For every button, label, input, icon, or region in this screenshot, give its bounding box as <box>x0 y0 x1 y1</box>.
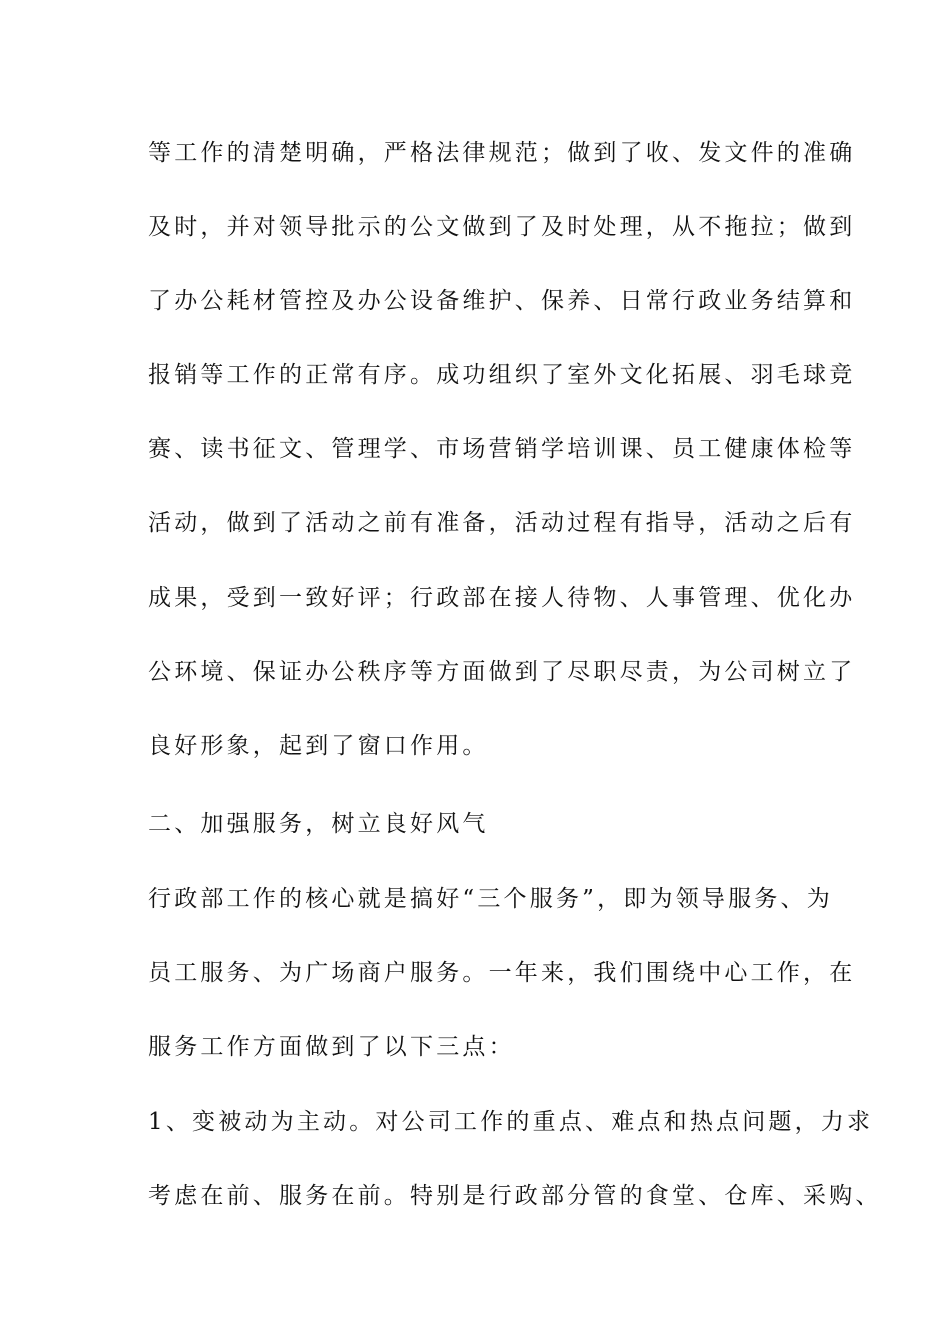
body-text-line: 赛、读书征文、管理学、市场营销学培训课、员工健康体检等 <box>148 436 856 462</box>
body-text-line: 成果，受到一致好评；行政部在接人待物、人事管理、优化办 <box>148 585 856 611</box>
body-text-line: 了办公耗材管控及办公设备维护、保养、日常行政业务结算和 <box>148 288 856 314</box>
body-text-line: 员工服务、为广场商户服务。一年来，我们围绕中心工作，在 <box>148 960 856 986</box>
body-text-line: 良好形象，起到了窗口作用。 <box>148 733 489 759</box>
body-text-line: 活动，做到了活动之前有准备，活动过程有指导，活动之后有 <box>148 510 856 536</box>
section-heading: 二、加强服务，树立良好风气 <box>148 811 489 837</box>
body-text-line: 考虑在前、服务在前。特别是行政部分管的食堂、仓库、采购、 <box>148 1183 882 1209</box>
body-text-line: 行政部工作的核心就是搞好“三个服务”，即为领导服务、为 <box>148 886 833 912</box>
body-text-line: 公环境、保证办公秩序等方面做到了尽职尽责，为公司树立了 <box>148 659 856 685</box>
body-text-line: 等工作的清楚明确，严格法律规范；做到了收、发文件的准确 <box>148 140 856 166</box>
body-text-line: 报销等工作的正常有序。成功组织了室外文化拓展、羽毛球竞 <box>148 362 856 388</box>
body-text-line: 服务工作方面做到了以下三点： <box>148 1034 515 1060</box>
body-text-line: 1、变被动为主动。对公司工作的重点、难点和热点问题，力求 <box>148 1109 874 1135</box>
body-text-line: 及时，并对领导批示的公文做到了及时处理，从不拖拉；做到 <box>148 214 856 240</box>
